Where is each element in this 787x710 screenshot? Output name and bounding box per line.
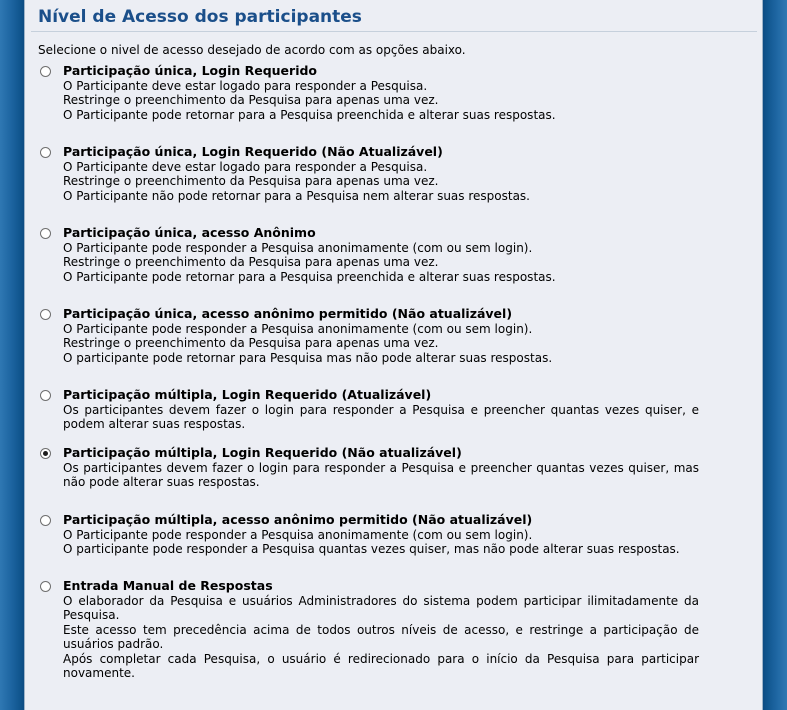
option-title: Participação única, Login Requerido (Não Atualizável) (63, 144, 443, 159)
option-title: Participação única, acesso anônimo permitido (Não atualizável) (63, 306, 513, 321)
radio-button[interactable] (40, 228, 51, 239)
option-description-line: Restringe o preenchimento da Pesquisa para apenas uma vez. (63, 174, 439, 188)
radio-button[interactable] (40, 66, 51, 77)
option-description-line: O Participante não pode retornar para a Pesquisa nem alterar suas respostas. (63, 188, 530, 203)
intro-text: Selecione o nivel de acesso desejado de acordo com as opções abaixo. (38, 43, 466, 57)
title-divider (31, 31, 757, 32)
option-title: Participação única, acesso Anônimo (63, 225, 316, 240)
access-level-panel (24, 0, 763, 710)
option-description-line: Este acesso tem precedência acima de todos outros níveis de acesso, e restringe a participação de usuários padrão. (63, 622, 699, 651)
option-description-line: Os participantes devem fazer o login para responder a Pesquisa e preencher quantas vezes quiser, e podem alterar suas respostas. (63, 402, 699, 431)
option-description-line: Após completar cada Pesquisa, o usuário é redirecionado para o início da Pesquisa para participar novamente. (63, 651, 699, 680)
radio-button-selected[interactable] (40, 448, 51, 459)
page-title: Nível de Acesso dos participantes (38, 7, 362, 27)
option-description-line: Restringe o preenchimento da Pesquisa para apenas uma vez. (63, 255, 439, 269)
option-title: Participação múltipla, acesso anônimo permitido (Não atualizável) (63, 512, 533, 527)
option-description-line: Restringe o preenchimento da Pesquisa para apenas uma vez. (63, 93, 439, 107)
left-frame-border (0, 0, 24, 710)
radio-button[interactable] (40, 581, 51, 592)
option-title: Participação única, Login Requerido (63, 63, 318, 78)
option-description-line: O Participante pode responder a Pesquisa anonimamente (com ou sem login). (63, 527, 533, 542)
option-description-line: O Participante pode responder a Pesquisa anonimamente (com ou sem login). (63, 321, 533, 336)
option-description-line: O elaborador da Pesquisa e usuários Administradores do sistema podem participar ilimitadamente da Pesquisa. (63, 593, 699, 622)
option-description-line: O Participante pode retornar para a Pesquisa preenchida e alterar suas respostas. (63, 269, 556, 284)
option-description-line: O participante pode retornar para Pesquisa mas não pode alterar suas respostas. (63, 350, 553, 365)
option-description-line: O Participante deve estar logado para responder a Pesquisa. (63, 159, 428, 174)
option-description-line: Restringe o preenchimento da Pesquisa para apenas uma vez. (63, 336, 439, 350)
radio-button[interactable] (40, 515, 51, 526)
option-description-line: O Participante deve estar logado para responder a Pesquisa. (63, 78, 428, 93)
option-title: Participação múltipla, Login Requerido (Atualizável) (63, 387, 432, 402)
option-description-line: O participante pode responder a Pesquisa quantas vezes quiser, mas não pode alterar suas respostas. (63, 542, 680, 556)
radio-button[interactable] (40, 309, 51, 320)
option-description-line: O Participante pode retornar para a Pesquisa preenchida e alterar suas respostas. (63, 107, 556, 122)
right-frame-border (763, 0, 787, 710)
option-description-line: O Participante pode responder a Pesquisa anonimamente (com ou sem login). (63, 240, 533, 255)
option-title: Participação múltipla, Login Requerido (Não atualizável) (63, 445, 462, 460)
radio-button[interactable] (40, 390, 51, 401)
radio-button[interactable] (40, 147, 51, 158)
option-title: Entrada Manual de Respostas (63, 578, 273, 593)
option-description-line: Os participantes devem fazer o login para responder a Pesquisa e preencher quantas vezes quiser, mas não pode alterar suas respostas. (63, 460, 699, 489)
